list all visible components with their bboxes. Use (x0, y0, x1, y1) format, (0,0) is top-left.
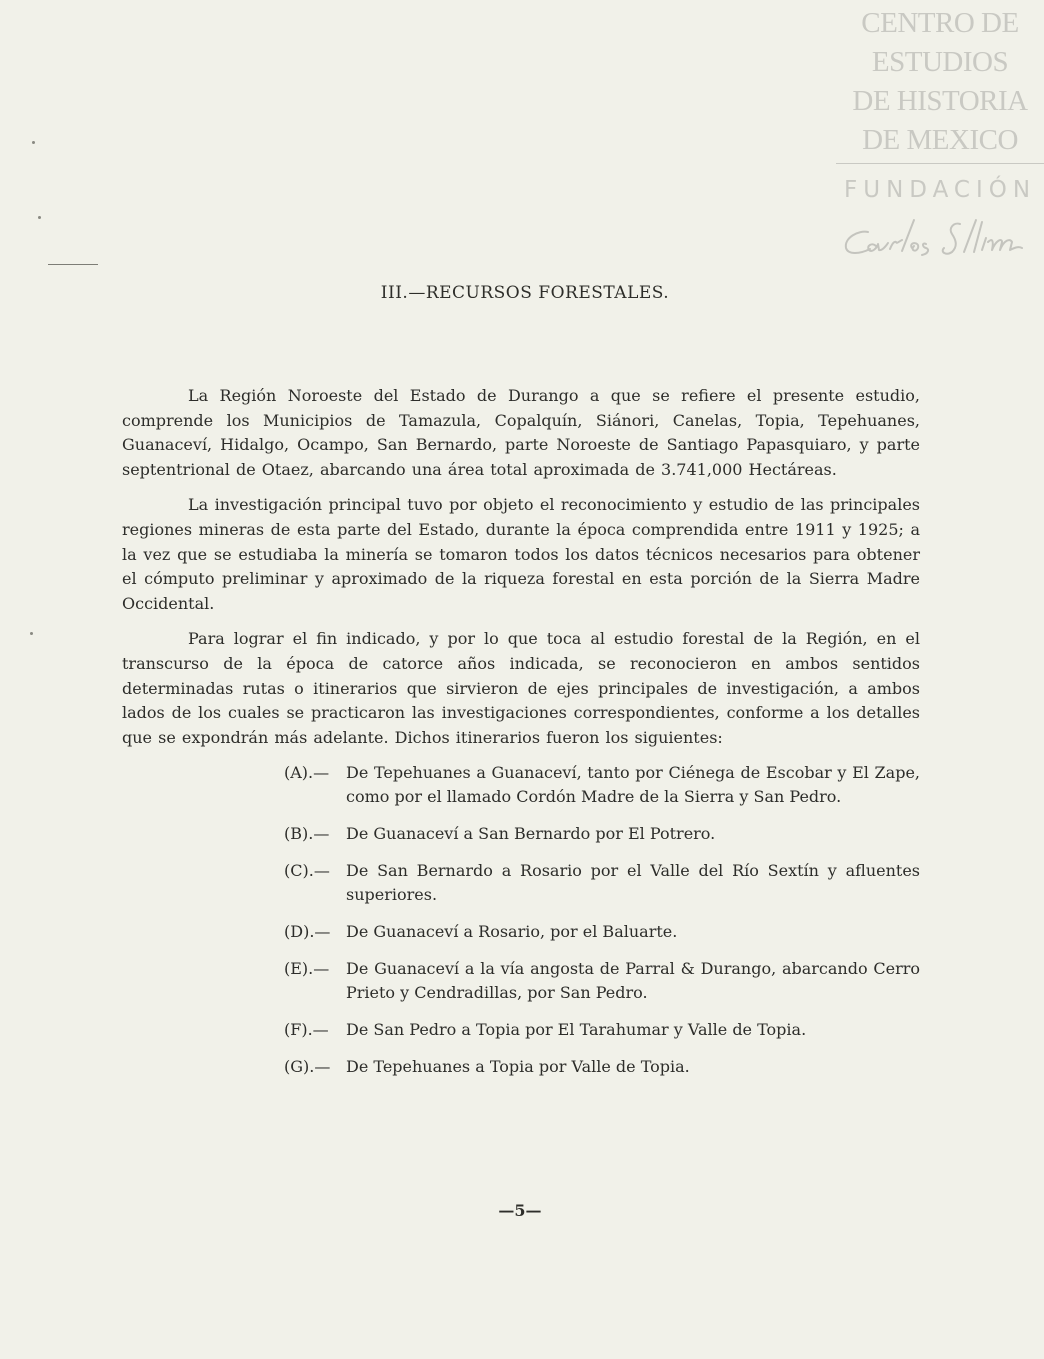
margin-dot (32, 141, 35, 144)
archive-stamp (836, 4, 1044, 260)
margin-mark (48, 264, 98, 265)
itinerary-text: De Tepehuanes a Guanaceví, tanto por Ciénega de Escobar y El Zape, como por el llamado Cordón Madre de la Sierra y San Pedro. (346, 763, 920, 807)
stamp-line: ESTUDIOS (871, 46, 1009, 78)
itinerary-tag: (G).— (284, 1057, 331, 1077)
itinerary-item (284, 761, 920, 809)
itinerary-text: De San Pedro a Topia por El Tarahumar y Valle de Topia. (346, 1020, 807, 1040)
itinerary-list (122, 761, 920, 1079)
itinerary-item (284, 1055, 920, 1079)
section-heading: III.—RECURSOS FORESTALES. (380, 283, 670, 303)
stamp-line: DE MEXICO (862, 124, 1018, 156)
itinerary-tag: (B).— (284, 824, 330, 844)
itinerary-item (284, 859, 920, 907)
margin-dot (30, 632, 33, 635)
itinerary-item (284, 957, 920, 1005)
itinerary-item (284, 1018, 920, 1042)
stamp-foundation: FUNDACIÓN (844, 177, 1037, 203)
margin-dot (38, 216, 41, 219)
signature-logo (836, 208, 1044, 260)
itinerary-tag: (E).— (284, 959, 330, 979)
itinerary-tag: (D).— (284, 922, 331, 942)
itinerary-tag: (C).— (284, 861, 330, 881)
paragraph: La Región Noroeste del Estado de Durango a que se refiere el presente estudio, comprende los Municipios de Tamazula, Copalquín, Siánori, Canelas, Topia, Tepehuanes, Guanaceví, Hidalgo, Ocampo, San Bernardo, parte Noroeste de Santiago Papasquiaro, y parte septentrional de Otaez, abarcando una área total aproximada de 3.741,000 Hectáreas. (122, 386, 920, 479)
itinerary-text: De Tepehuanes a Topia por Valle de Topia. (346, 1057, 690, 1077)
body-text (122, 384, 920, 1079)
stamp-line: DE HISTORIA (852, 85, 1028, 117)
itinerary-text: De San Bernardo a Rosario por el Valle del Río Sextín y afluentes superiores. (346, 861, 920, 905)
itinerary-tag: (A).— (284, 763, 330, 783)
paragraph: La investigación principal tuvo por objeto el reconocimiento y estudio de las principales regiones mineras de esta parte del Estado, durante la época comprendida entre 1911 y 1925; a la vez que se estudiaba la minería se tomaron todos los datos técnicos necesarios para obtener el cómputo preliminar y aproximado de la riqueza forestal en esta porción de la Sierra Madre Occidental. (122, 495, 920, 613)
stamp-line: CENTRO DE (861, 7, 1019, 39)
itinerary-tag: (F).— (284, 1020, 329, 1040)
stamp-divider (836, 163, 1044, 164)
itinerary-item (284, 920, 920, 944)
page-number: —5— (498, 1201, 542, 1220)
itinerary-text: De Guanaceví a San Bernardo por El Potrero. (346, 824, 716, 844)
itinerary-item (284, 822, 920, 846)
itinerary-text: De Guanaceví a Rosario, por el Baluarte. (346, 922, 678, 942)
paragraph: Para lograr el fin indicado, y por lo que toca al estudio forestal de la Región, en el transcurso de la época de catorce años indicada, se reconocieron en ambos sentidos determinadas rutas o itinerarios que sirvieron de ejes principales de investigación, a ambos lados de los cuales se practicaron las investigaciones correspondientes, conforme a los detalles que se expondrán más adelante. Dichos itinerarios fueron los siguientes: (122, 629, 920, 747)
itinerary-text: De Guanaceví a la vía angosta de Parral & Durango, abarcando Cerro Prieto y Cendradillas, por San Pedro. (346, 959, 920, 1003)
